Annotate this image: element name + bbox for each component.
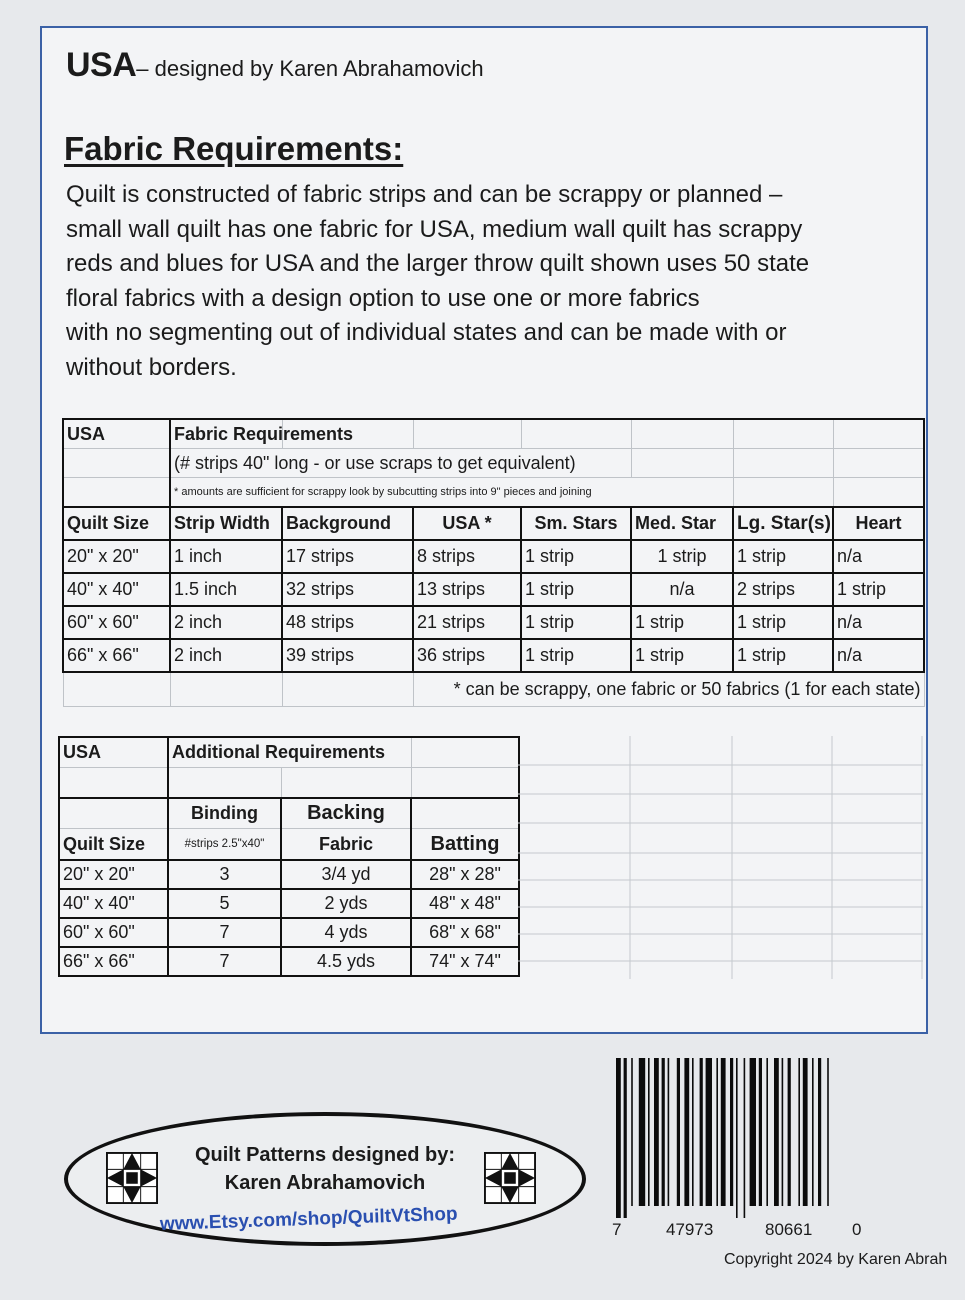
barcode-bar	[677, 1058, 680, 1206]
barcode-bar	[827, 1058, 829, 1206]
table-row	[59, 947, 519, 976]
column-header: Background	[282, 507, 413, 540]
barcode-bar	[782, 1058, 784, 1206]
title-main: USA	[66, 46, 137, 84]
table-cell: 60" x 60"	[63, 606, 170, 639]
table-cell: 20" x 20"	[59, 860, 168, 889]
table-cell: 66" x 66"	[59, 947, 168, 976]
table-cell: n/a	[833, 606, 924, 639]
table-cell: 8 strips	[413, 540, 521, 573]
table-cell: 3	[168, 860, 281, 889]
barcode-bar	[684, 1058, 689, 1206]
column-header: Heart	[833, 507, 924, 540]
designer-logo	[64, 1112, 586, 1246]
table-cell: 48" x 48"	[411, 889, 519, 918]
column-header: Backing	[281, 798, 411, 829]
table-cell: 2 strips	[733, 573, 833, 606]
barcode-digit: 80661	[765, 1220, 813, 1239]
table-cell: 68" x 68"	[411, 918, 519, 947]
table-cell: 32 strips	[282, 573, 413, 606]
additional-requirements-table	[58, 736, 520, 977]
barcode-bar	[736, 1058, 738, 1218]
table-cell: 2 inch	[170, 606, 282, 639]
barcode-bar	[648, 1058, 650, 1206]
logo-line-2: Karen Abrahamovich	[224, 1172, 426, 1194]
table-label: USA	[63, 419, 170, 449]
table-title: Additional Requirements	[168, 737, 411, 768]
table-row	[59, 860, 519, 889]
table-cell: 7	[168, 947, 281, 976]
table-cell: 2 yds	[281, 889, 411, 918]
table-cell: n/a	[833, 639, 924, 672]
table-cell: 40" x 40"	[59, 889, 168, 918]
barcode-bar	[692, 1058, 694, 1206]
table-cell: 1.5 inch	[170, 573, 282, 606]
table-title: Fabric Requirements	[170, 419, 282, 449]
barcode-bar	[668, 1058, 670, 1206]
barcode-digit: 47973	[666, 1220, 714, 1239]
table-subtitle: (# strips 40" long - or use scraps to get equivalent)	[170, 449, 631, 478]
column-header: Fabric	[281, 829, 411, 861]
barcode-bar	[788, 1058, 791, 1206]
table-cell: 5	[168, 889, 281, 918]
column-header: Binding	[168, 798, 281, 829]
table-cell: n/a	[833, 540, 924, 573]
barcode-bar	[662, 1058, 665, 1206]
etsy-shop-link[interactable]: www.Etsy.com/shop/QuiltVtShop	[159, 1203, 458, 1235]
barcode-bar	[730, 1058, 733, 1206]
title-subtitle: – designed by Karen Abrahamovich	[136, 56, 484, 81]
table-cell: 17 strips	[282, 540, 413, 573]
table-label: USA	[59, 737, 168, 768]
column-header: Quilt Size	[63, 507, 170, 540]
table-row	[59, 918, 519, 947]
barcode-bar	[721, 1058, 726, 1206]
table-cell: 3/4 yd	[281, 860, 411, 889]
table-cell: 66" x 66"	[63, 639, 170, 672]
column-header: Sm. Stars	[521, 507, 631, 540]
barcode-bar	[812, 1058, 814, 1206]
table-cell: 1 strip	[733, 540, 833, 573]
barcode-bar	[624, 1058, 627, 1218]
table-cell: 21 strips	[413, 606, 521, 639]
table-row	[63, 639, 924, 672]
column-header: Strip Width	[170, 507, 282, 540]
barcode-bar	[803, 1058, 808, 1206]
table-row	[63, 573, 924, 606]
barcode-bar	[766, 1058, 768, 1206]
table-cell: 1 strip	[733, 606, 833, 639]
table-cell: 1 strip	[521, 540, 631, 573]
table-cell: 7	[168, 918, 281, 947]
barcode-bar	[798, 1058, 800, 1206]
table-cell: 1 strip	[631, 606, 733, 639]
barcode-bar	[654, 1058, 659, 1206]
barcode-bar	[706, 1058, 712, 1206]
table-cell: 13 strips	[413, 573, 521, 606]
table-cell: 1 strip	[733, 639, 833, 672]
barcode-bar	[759, 1058, 762, 1206]
table-cell: 39 strips	[282, 639, 413, 672]
table-cell: 4 yds	[281, 918, 411, 947]
table-small-note: * amounts are sufficient for scrappy look by subcutting strips into 9" pieces and joining	[170, 478, 733, 508]
table-cell: n/a	[631, 573, 733, 606]
fabric-requirements-table	[62, 418, 925, 707]
table-cell: 1 inch	[170, 540, 282, 573]
pattern-page	[40, 26, 928, 1034]
barcode-bar	[700, 1058, 703, 1206]
column-header: Med. Star	[631, 507, 733, 540]
table-cell: 60" x 60"	[59, 918, 168, 947]
table-cell: 40" x 40"	[63, 573, 170, 606]
column-header: Lg. Star(s)	[733, 507, 833, 540]
table-cell: 36 strips	[413, 639, 521, 672]
table-row	[63, 606, 924, 639]
star-block-icon	[484, 1152, 536, 1204]
barcode-bar	[716, 1058, 718, 1206]
table-row	[63, 540, 924, 573]
table-cell: 1 strip	[631, 639, 733, 672]
barcode-bar	[818, 1058, 821, 1206]
table-cell: 1 strip	[521, 573, 631, 606]
table-cell: 74" x 74"	[411, 947, 519, 976]
page-title	[66, 46, 484, 85]
table-cell: 4.5 yds	[281, 947, 411, 976]
barcode-bar	[616, 1058, 621, 1218]
table-cell: 20" x 20"	[63, 540, 170, 573]
table-cell: 1 strip	[521, 606, 631, 639]
column-header: USA *	[413, 507, 521, 540]
fabric-requirements-heading: Fabric Requirements:	[64, 130, 404, 167]
background-grid	[518, 736, 923, 979]
barcode-icon	[612, 1058, 868, 1218]
barcode-bar	[631, 1058, 633, 1206]
table-cell: 1 strip	[833, 573, 924, 606]
table-cell: 1 strip	[631, 540, 733, 573]
barcode-bar	[774, 1058, 779, 1206]
table-cell: 48 strips	[282, 606, 413, 639]
barcode-bar	[639, 1058, 645, 1206]
copyright-text: Copyright 2024 by Karen Abrah	[724, 1251, 948, 1268]
barcode-digit: 0	[852, 1220, 862, 1239]
column-header: Batting	[411, 829, 519, 861]
barcode-bar	[744, 1058, 746, 1218]
table-cell: 1 strip	[521, 639, 631, 672]
table-cell: 2 inch	[170, 639, 282, 672]
barcode-digit: 7	[612, 1220, 622, 1239]
barcode-bar	[750, 1058, 756, 1206]
fabric-description: Quilt is constructed of fabric strips and can be scrappy or planned – small wall quilt has one fabric for USA, medium wall quilt has scrappy reds and blues for USA and the larger throw quilt shown uses 50 state floral fabrics with a design option to use one or more fabrics with no segmenting out of individual states and can be made with or without borders.	[66, 181, 810, 381]
table-row	[59, 889, 519, 918]
table-cell: 28" x 28"	[411, 860, 519, 889]
column-header: #strips 2.5"x40"	[168, 829, 281, 861]
table-footnote: * can be scrappy, one fabric or 50 fabrics (1 for each state)	[413, 672, 924, 707]
logo-line-1: Quilt Patterns designed by:	[194, 1144, 456, 1166]
column-header: Quilt Size	[59, 829, 168, 861]
